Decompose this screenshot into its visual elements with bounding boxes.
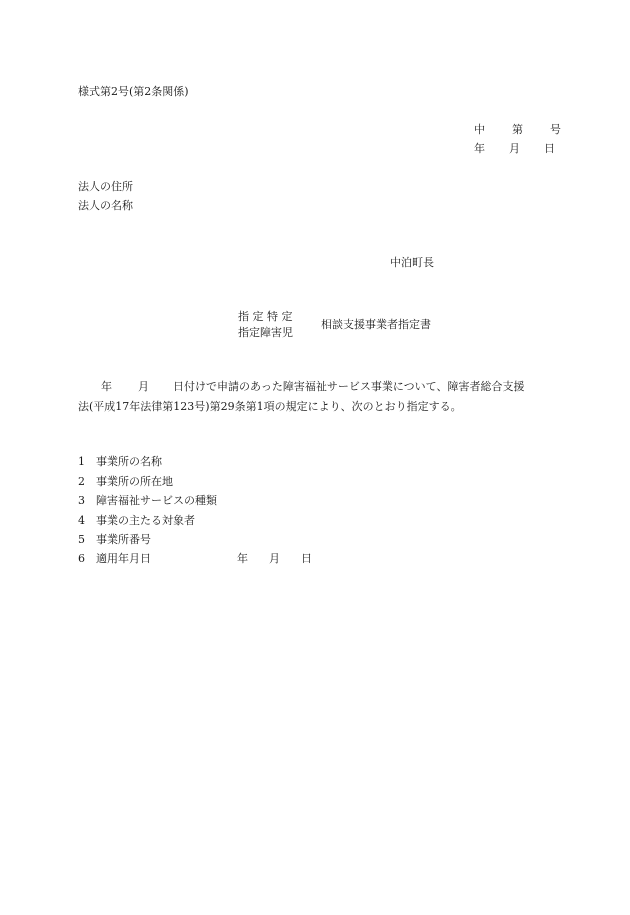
list-item [78, 491, 217, 511]
doc-date-year: 年 [474, 142, 485, 155]
body-year: 年 [101, 380, 112, 393]
apply-date-year: 年 [237, 552, 248, 565]
form-label: 様式第2号(第2条関係) [78, 85, 189, 98]
list-item [78, 452, 162, 472]
list-item-number: 6 [78, 552, 85, 565]
list-item-number: 4 [78, 514, 85, 527]
body-line1: 日付けで申請のあった障害福祉サービス事業について、障害者総合支援 [173, 380, 525, 393]
list-item-label: 障害福祉サービスの種類 [96, 494, 217, 507]
apply-date [237, 549, 312, 569]
doc-date-month: 月 [509, 142, 520, 155]
doc-number-go: 号 [550, 123, 561, 136]
list-item [78, 511, 195, 531]
apply-date-day: 日 [301, 552, 312, 565]
recipient-address-label: 法人の住所 [78, 180, 133, 193]
issuer: 中泊町長 [390, 256, 434, 269]
list-item-label: 適用年月日 [96, 552, 151, 565]
title-option-1: 指 定 特 定 [238, 310, 293, 323]
recipient-name-label: 法人の名称 [78, 199, 133, 212]
list-item-label: 事業所番号 [96, 533, 151, 546]
list-item [78, 530, 151, 550]
list-item [78, 549, 151, 569]
title-option-2: 指定障害児 [238, 326, 293, 339]
apply-date-month: 月 [269, 552, 280, 565]
body-line2: 法(平成17年法律第123号)第29条第1項の規定により、次のとおり指定する。 [78, 400, 462, 413]
doc-number-dai: 第 [512, 123, 523, 136]
list-item-number: 1 [78, 455, 85, 468]
list-item [78, 472, 173, 492]
title-main: 相談支援事業者指定書 [321, 318, 431, 331]
list-item-number: 5 [78, 533, 85, 546]
doc-date-day: 日 [544, 142, 555, 155]
doc-number [474, 124, 561, 135]
list-item-number: 3 [78, 494, 85, 507]
list-item-label: 事業の主たる対象者 [96, 514, 195, 527]
list-item-label: 事業所の名称 [96, 455, 162, 468]
doc-number-office: 中 [474, 123, 485, 136]
body-month: 月 [138, 380, 149, 393]
doc-date [474, 143, 555, 154]
list-item-number: 2 [78, 475, 85, 488]
list-item-label: 事業所の所在地 [96, 475, 173, 488]
